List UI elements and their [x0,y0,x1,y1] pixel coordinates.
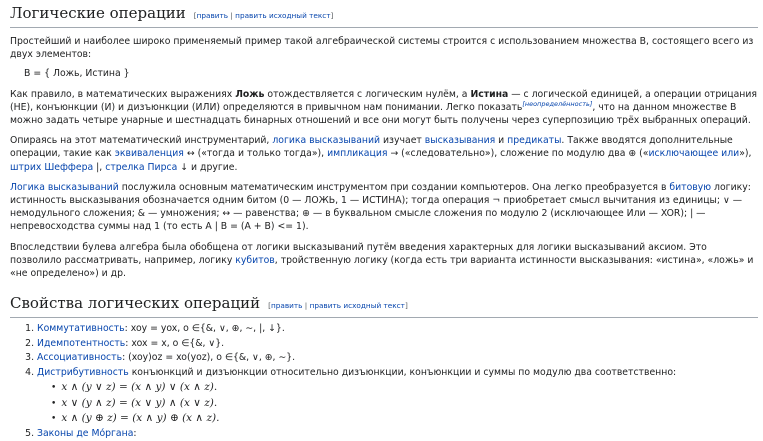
section-title: Свойства логических операций [10,294,261,313]
edit-source-link[interactable]: править исходный текст [235,11,331,20]
link-peirce-arrow[interactable]: стрелка Пирса [105,161,178,173]
text: : xox = x, o ∈{&, ∨}. [125,337,225,349]
text: Как правило, в математических выражениях [10,88,236,100]
edit-link[interactable]: править [270,301,303,311]
formula-item [51,396,758,412]
list-item [37,351,758,366]
separator: | [304,301,308,311]
link-predicates[interactable]: предикаты [507,135,562,147]
bullet: • [51,414,57,425]
link-associativity[interactable]: Ассоциативность [37,352,123,364]
text: : (xoy)oz = xo(yoz), o ∈{&, ∨, ⊕, ∼}. [122,352,296,364]
link-equivalence[interactable]: эквиваленция [114,148,184,160]
paragraph-computers [10,181,758,234]
text: отождествляется с логическим нулём, а [264,88,471,100]
bracket-open: [ [193,11,197,20]
section-title: Логические операции [10,4,186,22]
text: »), [739,148,752,160]
section-heading-properties [10,294,758,318]
citation-needed-link[interactable]: [неопределённость] [522,99,593,108]
link-propositional-logic-2[interactable]: Логика высказываний [10,181,119,193]
formula: x ∧ (y ∨ z) = (x ∧ y) ∨ (x ∧ z). [61,381,218,394]
edit-source-link[interactable]: править исходный текст [309,301,405,311]
list-item [37,427,758,441]
section-heading-logical-operations [10,4,758,28]
text: конъюнкций и дизъюнкции относительно дизъюнкции, конъюнкции и суммы по модулю два соответственно: [128,366,677,378]
paragraph-propositional-logic [10,134,758,174]
text: ↓ и другие. [177,161,238,173]
separator: | [230,11,233,20]
formula-item [51,411,758,427]
article-content [10,4,758,441]
text: логику: истинность высказывания обозначается одним битом (0 — ЛОЖЬ, 1 — ИСТИНА); тогда операция ¬ приобретает смысл вычитания из единицы; ∨ — немодульного сложения; & — умножения; ↔ — равенства; ⊕ — в буквальном смысле сложения по модулю 2 (исключающее Или — XOR); | — непревосходства суммы над 1 (то есть A | B = (A + B) <= 1). [10,181,751,233]
text: . Также вводятся дополнительные операции, такие как [10,135,733,160]
bold-true: Истина [470,88,509,100]
link-propositional-logic[interactable]: логика высказываний [272,135,381,147]
text: , тройственную логику (когда есть три варианта истинности высказывания: «истина», «ложь» и «не определено») и др. [10,254,754,280]
link-commutativity[interactable]: Коммутативность [37,323,125,335]
bracket-close: ] [330,11,334,20]
bracket-open: [ [268,301,271,311]
bullet: • [51,383,57,394]
text: → («следовательно»), сложение по модулю два ⊕ (« [387,148,649,160]
link-statements[interactable]: высказывания [424,135,496,147]
formula: x ∨ (y ∧ z) = (x ∨ y) ∧ (x ∨ z). [61,396,218,409]
text: |, [93,161,106,173]
link-qubits[interactable]: кубитов [235,254,275,266]
link-xor[interactable]: исключающее или [648,148,740,160]
link-de-morgan-laws[interactable]: Законы де Мо́ргана [37,427,134,439]
link-idempotence[interactable]: Идемпотентность [37,337,126,349]
formula: x ∧ (y ⊕ z) = (x ∧ y) ⊕ (x ∧ z). [61,412,220,425]
link-implication[interactable]: импликация [327,148,388,160]
text: и [495,135,508,147]
link-bitwise[interactable]: битовую [669,181,712,193]
bold-false: Ложь [235,88,265,100]
text: послужила основным математическим инструментом при создании компьютеров. Она легко преобразуется в [118,181,670,193]
text: — с логической единицей, а операции отрицания (НЕ), конъюнкции (И) и дизъюнкции (ИЛИ) определяются в привычном нам понимании. Легко показать [10,88,757,113]
edit-section-links [194,11,334,20]
text: : [133,427,137,439]
paragraph-boolean-algebra [10,241,758,281]
text: : xoy = yox, o ∈{&, ∨, ⊕, ∼, |, ↓}. [124,323,285,335]
bullet: • [51,398,57,409]
edit-link[interactable]: править [196,11,229,20]
paragraph-intro: Простейший и наиболее широко применяемый пример такой алгебраической системы строится с использованием множества B, состоящего всего из двух элементов: [10,36,754,61]
text: Впоследствии булева алгебра была обобщена от логики высказываний путём введения характерных для логики высказываний аксиом. Это позволило рассматривать, например, логику [10,241,707,266]
text: , что на данном множестве B можно задать четыре унарные и шестнадцать бинарных отношений и все они могут быть получены через суперпозицию трёх выбранных операций. [10,101,751,127]
list-item [37,366,758,427]
text: изучает [380,135,425,147]
bracket-close: ] [404,301,408,311]
paragraph-false-true [10,88,758,128]
set-definition: B = { Ложь, Истина } [24,68,130,80]
list-item [37,322,758,337]
text: ↔ («тогда и только тогда»), [183,148,328,160]
list-item [37,337,758,352]
text: Опираясь на этот математический инструментарий, [10,135,273,147]
properties-list [10,322,758,441]
link-distributivity[interactable]: Дистрибутивность [37,366,129,378]
edit-section-links [268,301,408,310]
link-sheffer-stroke[interactable]: штрих Шеффера [10,161,94,173]
formula-list [37,380,758,427]
formula-item [51,380,758,396]
